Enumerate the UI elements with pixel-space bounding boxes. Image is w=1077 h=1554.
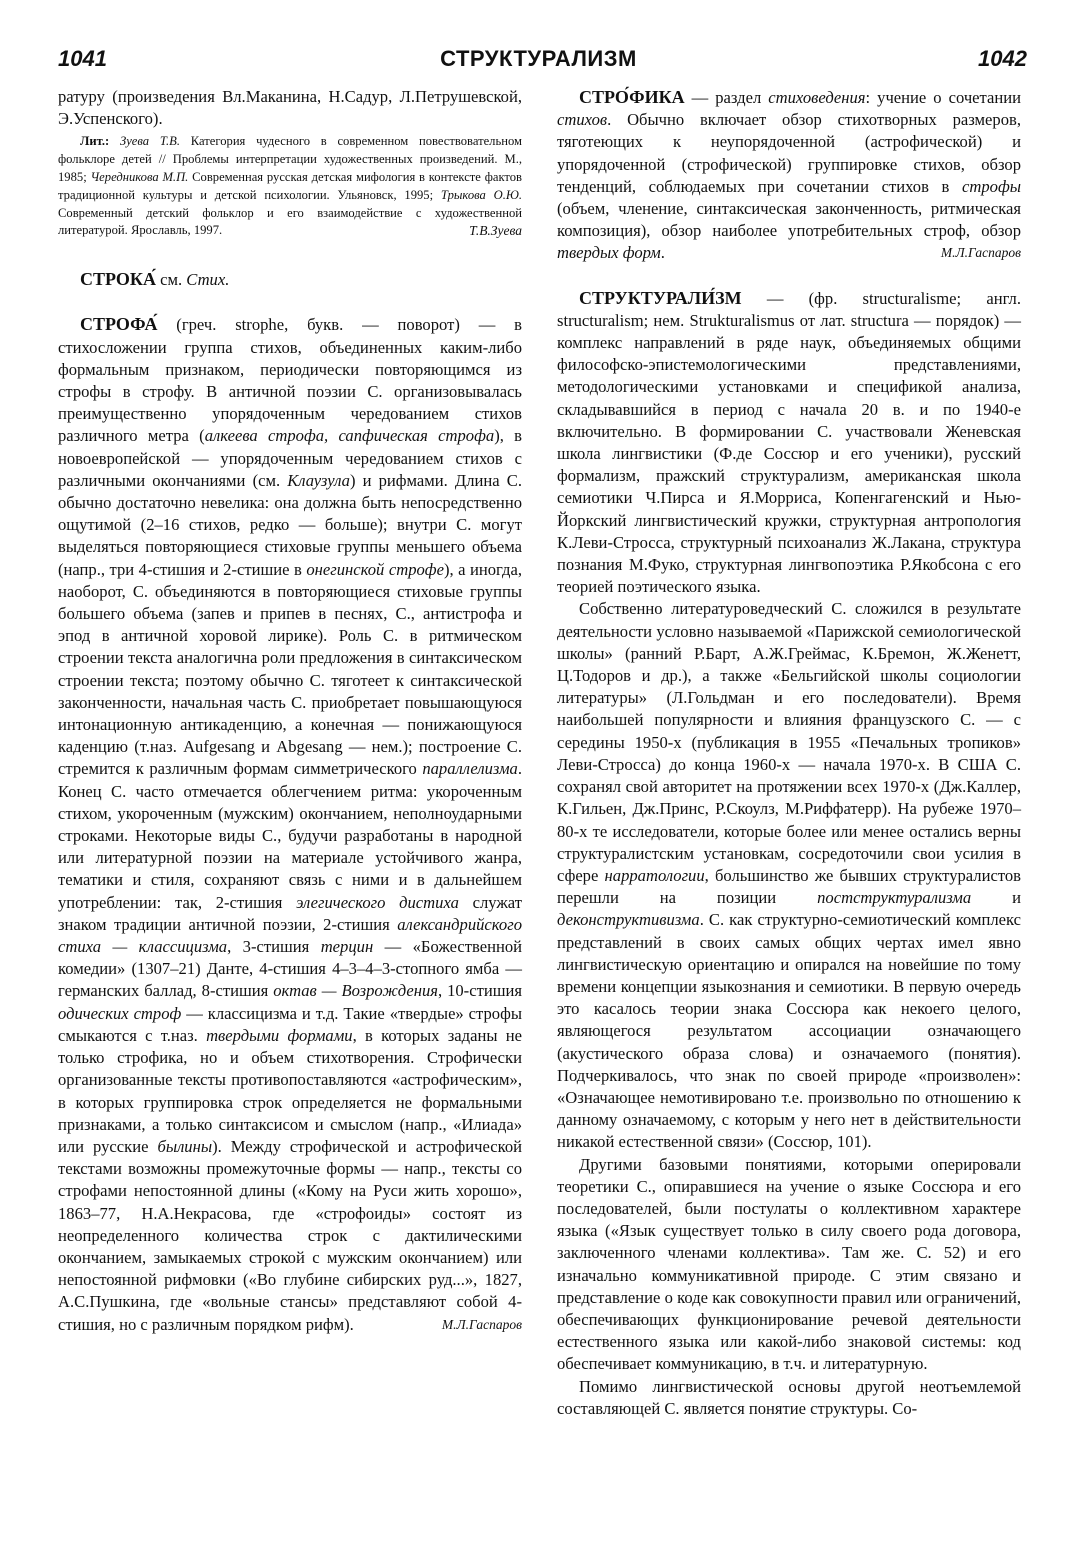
running-title: СТРУКТУРАЛИЗМ bbox=[440, 46, 637, 71]
left-column bbox=[58, 86, 522, 1336]
cross-reference: Стих. bbox=[186, 270, 230, 290]
article-author: М.Л.Гаспаров bbox=[940, 245, 1021, 261]
entry-strofika: СТРО́ФИКА — раздел стиховедения: учение о сочетании стихов. Обычно включает обзор стихотворных размеров, тяготеющих к неупорядоченной (астрофической) и упорядоченной (строфической) группировке стихов, обзор тенденций, соблюдаемых при сочетании стихов в строфы (объем, членение, синтаксическая законченность, ритмическая композиция), обзор наиболее употребительных строф, обзор твердых форм. М.Л.Гаспаров bbox=[557, 86, 1021, 265]
paragraph: Собственно литературоведческий С. сложился в результате деятельности условно называемой «Парижской семиологической школы» (ранний Р.Барт, А.Ж.Греймас, К.Бремон, Ж.Женетт, Ц.Тодоров и др.), а также «Бельгийской школы социологии литературы» (Л.Гольдман и его последователи). Время наибольшей популярности и влияния французского С. — с середины 1950-х (публикация в 1955 «Печальных тропиков» Леви-Стросса) до конца 1960-х — начала 1970-х. В США С. сохранял свой авторитет на протяжении всех 1970-х (Дж.Каллер, К.Гильен, Дж.Принс, Р.Скоулз, М.Риффатерр). На рубеже 1970–80-х те исследователи, которые более или менее остались верны структуралистским установкам, сосредоточили свои усилия в сфере нарратологии, большинство же бывших структуралистов перешли на позиции постструктурализма и деконструктивизма. С. как структурно-семиотический комплекс представлений в своих самых общих чертах имел явно лингвистическую ориентацию и опирался на новейшие по тому времени концепции языкознания и семиотики. В первую очередь это касалось теории знака Соссюра как некоего целого, являющегося результатом ассоциации означающего (акустического образа слова) и означаемого (понятия). Подчеркивалось, что знак по своей природе «произволен»: «Означающее немотивировано т.е. произвольно по отношению к данному означаемому, с которым у него нет в действительности никакой естественной связи» (Соссюр, 101). bbox=[557, 599, 1022, 1152]
headword: СТРУКТУРАЛИ́ЗМ bbox=[579, 287, 742, 308]
continuation-paragraph: ратуру (произведения Вл.Маканина, Н.Садур, Л.Петрушевской, Э.Успенского). bbox=[58, 87, 522, 129]
entry-stroka: СТРОКА́ см. Стих. bbox=[80, 269, 230, 290]
entry-strukturalizm: СТРУКТУРАЛИ́ЗМ — (фр. structuralisme; англ. structuralism; нем. Strukturalismus от лат. structura — порядок) — комплекс направлений в ряде наук, объединяемых общими философско-эпистемологическими представлениями, методологическими установками и спецификой анализа, складывавшийся в период с начала 20 в. и по 1940-е включительно. В формировании С. участвовали Женевская школа лингвистики (Ф.де Соссюр и его ученики), русский формализм, пражский структурализм, американская школа семиотики Ч.Пирса и Я.Морриса, Копенгагенский и Нью-Йоркский лингвистический кружки, структурная антропология К.Леви-Стросса, структурный психоанализ Ж.Лакана, структура познания М.Фуко, структурная лингвопоэтика Р.Якобсона с его теорией поэтического языка. bbox=[557, 287, 1021, 597]
page-number-right: 1042 bbox=[978, 46, 1027, 71]
headword: СТРОКА́ bbox=[80, 269, 156, 290]
running-header bbox=[0, 40, 1077, 84]
article-author: М.Л.Гаспаров bbox=[441, 1316, 522, 1332]
article-author: Т.В.Зуева bbox=[469, 223, 522, 239]
literature-label: Лит.: bbox=[80, 134, 110, 149]
entry-strofa: СТРОФА́ (греч. strophe, букв. — поворот) — в стихосложении группа стихов, объединенных каким-либо формальным признаком, периодически повторяющимся из строфы в строфу. В античной поэзии С. организовывалась преимущественно упорядоченным чередованием стихов различного метра (алкеева строфа, сапфическая строфа), в новоевропейской — упорядоченным чередованием стихов с различными окончаниями (см. Клаузула) и рифмами. Длина С. обычно достаточно невелика: она должна быть непосредственно ощутимой (2–16 стихов, редко — больше); внутри С. могут выделяться повторяющиеся стиховые группы меньшего объема (напр., три 4-стишия и 2-стишие в онегинской строфе), а иногда, наоборот, С. объединяются в повторяющиеся стиховые группы большего объема (запев и припев в песнях, С., антистрофа и эпод в античной хоровой лирике). Роль С. в ритмическом строении текста аналогична роли предложения в синтаксическом строении текста; поэтому обычно С. тяготеет к синтаксической законченности, начальная часть С. приобретает повышающуюся интонационную антикаденцию, а конечная — понижающуюся каденцию (т.наз. Aufgesang и Abgesang — нем.); построение С. стремится к различным формам симметрического параллелизма. Конец С. часто отмечается облегчением ритма: укороченным стихом, укороченным (мужским) окончанием, неполноударными строками. Некоторые виды С., будучи разработаны в народной или литературной поэзии на материале устойчивого жанра, тематики и стиля, сохраняют связь с ними и в дальнейшем употреблении: так, 2-стишия элегического дистиха служат знаком традиции античной поэзии, 2-стишия александрийского стиха — классицизма, 3-стишия терцин — «Божественной комедии» (1307–21) Данте, 4-стишия 4–3–4–3-стопного ямба — германских баллад, 8-стишия октав — Возрождения, 10-стишия одических строф — классицизма и т.д. Такие «твердые» строфы смыкаются с т.наз. твердыми формами, в которых заданы не только строфика, но и объем стихотворения. Строфически организованные тексты противопоставляются «астрофическим», в которых группировка строк определяется не формальными признаками, а только синтаксисом и смыслом (напр., «Илиада» или русские былины). Между строфической и астрофической текстами возможны промежуточные формы — напр., тексты со строфами непостоянной длины («Кому на Руси жить хорошо», 1863–77, Н.А.Некрасова, где «строфоиды» состоят из неопределенного количества строк с дактилическими окончанием, замыкаемых строкой с мужским окончанием) или непостоянной рифмовки («Во глубине сибирских руд...», 1827, А.С.Пушкина, где «вольные стансы» представляют собой 4-стишия, но с различным порядком рифм). М.Л.Гаспаров bbox=[58, 313, 522, 1335]
literature-note: Лит.: Зуева Т.В. Категория чудесного в современном повествовательном фольклоре детей // Проблемы интерпретации художественных произведений. М., 1985; Чередникова М.П. Современная русская детская мифология в контексте фактов традиционной культуры и детской психологии. Ульяновск, 1995; Трыкова О.Ю. Современный детский фольклор и его взаимодействие с художественной литературой. Ярославль, 1997. Т.В.Зуева bbox=[58, 134, 522, 239]
page-number-left: 1041 bbox=[58, 46, 107, 71]
paragraph: Другими базовыми понятиями, которыми оперировали теоретики С., опиравшиеся на учение о языке Соссюра и его последователей, были постулаты о коллективном характере языка («Язык существует только в силу своего рода договора, заключенного членами коллектива». Там же. С. 52) и его изначально коммуникативной природе. С этим связано и представление о коде как совокупности правил или ограничений, обеспечивающих функционирование речевой деятельности естественного языка или какой-либо знаковой системы: код обеспечивает коммуникацию, в т.ч. и литературную. bbox=[557, 1154, 1021, 1374]
right-column bbox=[557, 86, 1021, 1420]
headword: СТРО́ФИКА bbox=[579, 87, 685, 107]
paragraph: Помимо лингвистической основы другой неотъемлемой составляющей С. является понятие структуры. Со- bbox=[557, 1376, 1021, 1418]
headword: СТРОФА́ bbox=[80, 314, 158, 335]
